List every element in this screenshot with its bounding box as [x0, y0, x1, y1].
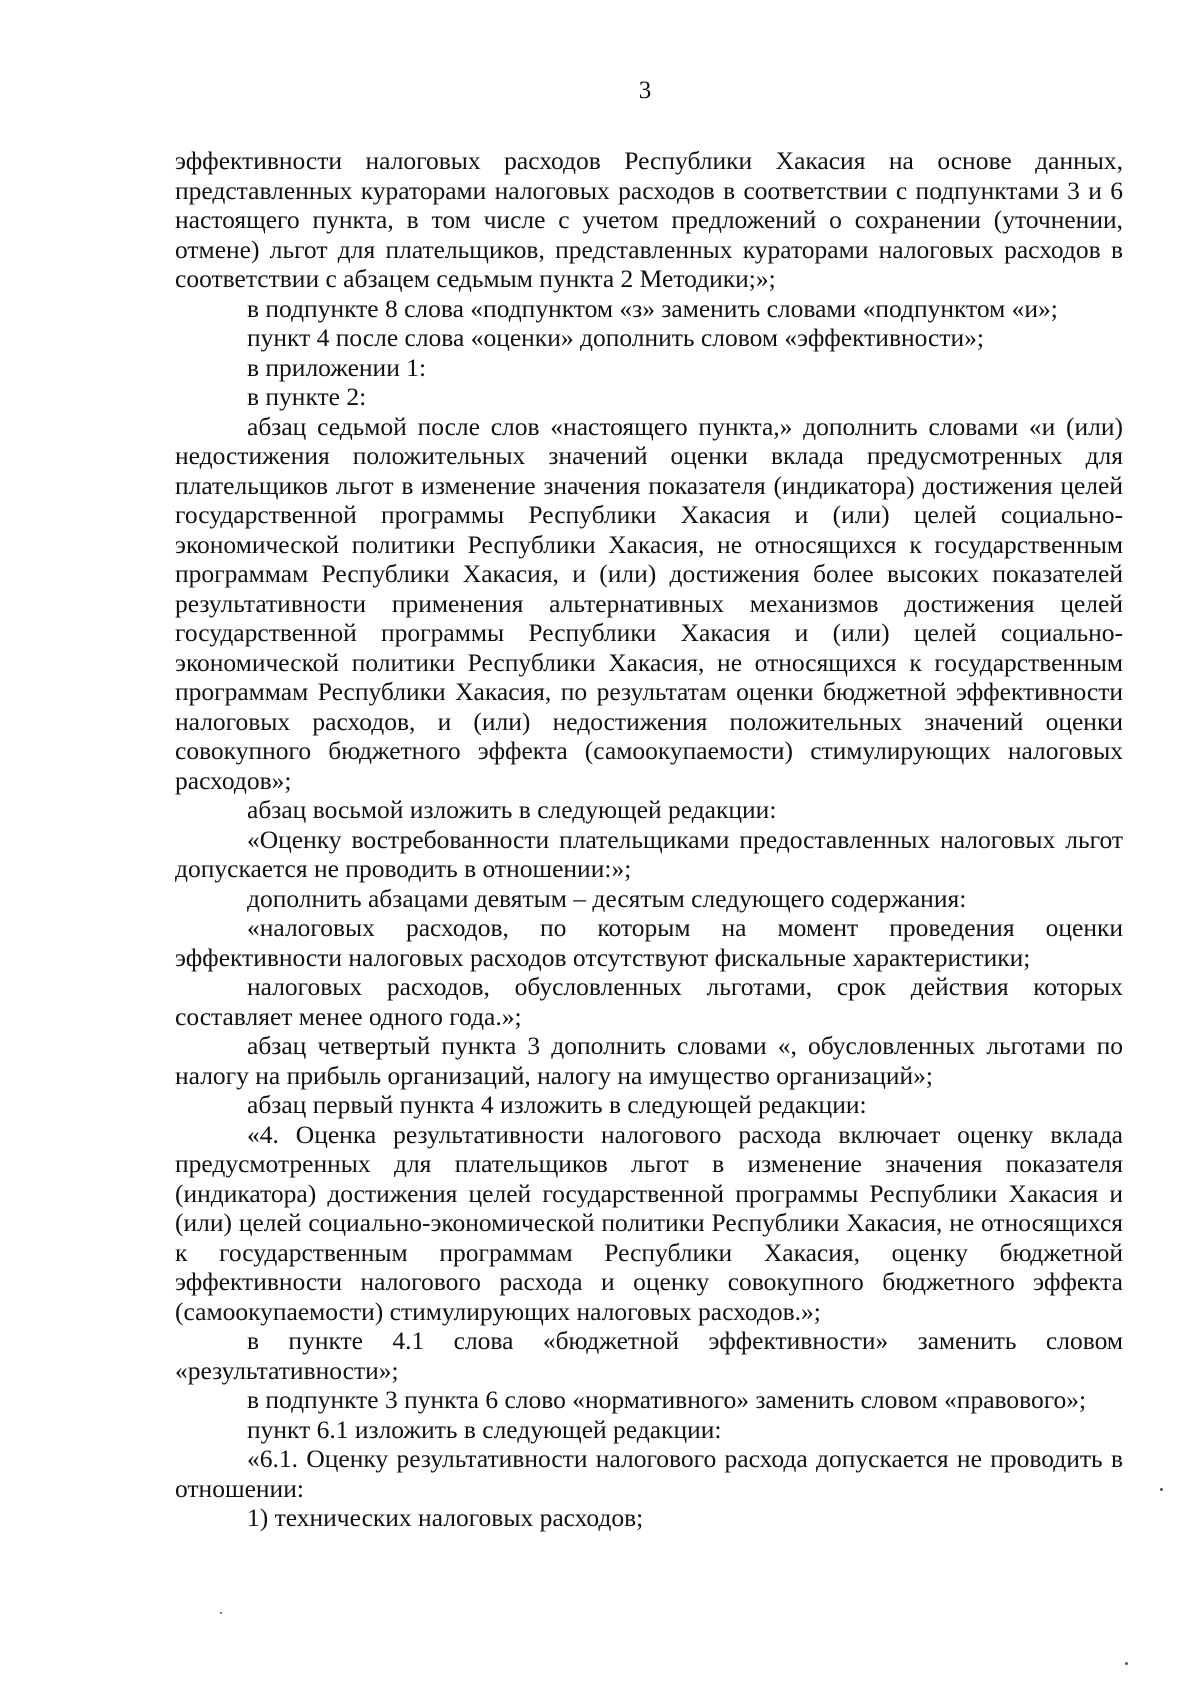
paragraph: пункт 4 после слова «оценки» дополнить словом «эффективности»; [247, 323, 984, 352]
page-number: 3 [638, 77, 652, 104]
paragraph: в пункте 4.1 слова «бюджетной эффективности» заменить словом «результативности»; [175, 1326, 1123, 1385]
paragraph: налоговых расходов, обусловленных льготами, срок действия которых составляет менее одного года.»; [175, 972, 1123, 1031]
scan-speck [220, 1612, 222, 1614]
paragraph: в подпункте 3 пункта 6 слово «нормативного» заменить словом «правового»; [247, 1385, 1087, 1414]
paragraph: «Оценку востребованности плательщиками предоставленных налоговых льгот допускается не проводить в отношении:»; [175, 824, 1123, 883]
paragraph: абзац восьмой изложить в следующей редакции: [247, 795, 777, 824]
paragraph: абзац первый пункта 4 изложить в следующей редакции: [247, 1090, 867, 1119]
paragraph: 1) технических налоговых расходов; [247, 1503, 644, 1532]
paragraph: дополнить абзацами девятым – десятым следующего содержания: [247, 883, 967, 913]
paragraph: в приложении 1: [247, 352, 427, 382]
document-body [175, 146, 1123, 1533]
paragraph: в подпункте 8 слова «подпунктом «з» заменить словами «подпунктом «и»; [247, 293, 1058, 323]
paragraph: «налоговых расходов, по которым на момент проведения оценки эффективности налоговых расходов отсутствуют фискальные характеристики; [175, 913, 1123, 972]
scan-speck [1125, 1662, 1128, 1665]
scan-speck [1160, 1488, 1163, 1491]
paragraph: эффективности налоговых расходов Республики Хакасия на основе данных, представленных кураторами налоговых расходов в соответствии с подпунктами 3 и 6 настоящего пункта, в том числе с учетом предложений о сохранении (уточнении, отмене) льгот для плательщиков, представленных кураторами налоговых расходов в соответствии с абзацем седьмым пункта 2 Методики;»; [175, 146, 1123, 293]
paragraph: абзац седьмой после слов «настоящего пункта,» дополнить словами «и (или) недостижения положительных значений оценки вклада предусмотренных для плательщиков льгот в изменение значения показателя (индикатора) достижения целей государственной программы Республики Хакасия и (или) целей социально-экономической политики Республики Хакасия, не относящихся к государственным программам Республики Хакасия, и (или) достижения более высоких показателей результативности применения альтернативных механизмов достижения целей государственной программы Республики Хакасия и (или) целей социально-экономической политики Республики Хакасия, не относящихся к государственным программам Республики Хакасия, по результатам оценки бюджетной эффективности налоговых расходов, и (или) недостижения положительных значений оценки совокупного бюджетного эффекта (самоокупаемости) стимулирующих налоговых расходов»; [175, 411, 1123, 795]
paragraph: «4. Оценка результативности налогового расхода включает оценку вклада предусмотренных для плательщиков льгот в изменение значения показателя (индикатора) достижения целей государственной программы Республики Хакасия и (или) целей социально-экономической политики Республики Хакасия, не относящихся к государственным программам Республики Хакасия, оценку бюджетной эффективности налогового расхода и оценку совокупного бюджетного эффекта (самоокупаемости) стимулирующих налоговых расходов.»; [175, 1119, 1123, 1326]
paragraph: пункт 6.1 изложить в следующей редакции: [247, 1414, 722, 1444]
paragraph: в пункте 2: [247, 382, 367, 411]
paragraph: «6.1. Оценку результативности налогового расхода допускается не проводить в отношении: [175, 1444, 1123, 1503]
paragraph: абзац четвертый пункта 3 дополнить словами «, обусловленных льготами по налогу на прибыль организаций, налогу на имущество организаций»; [175, 1031, 1123, 1090]
